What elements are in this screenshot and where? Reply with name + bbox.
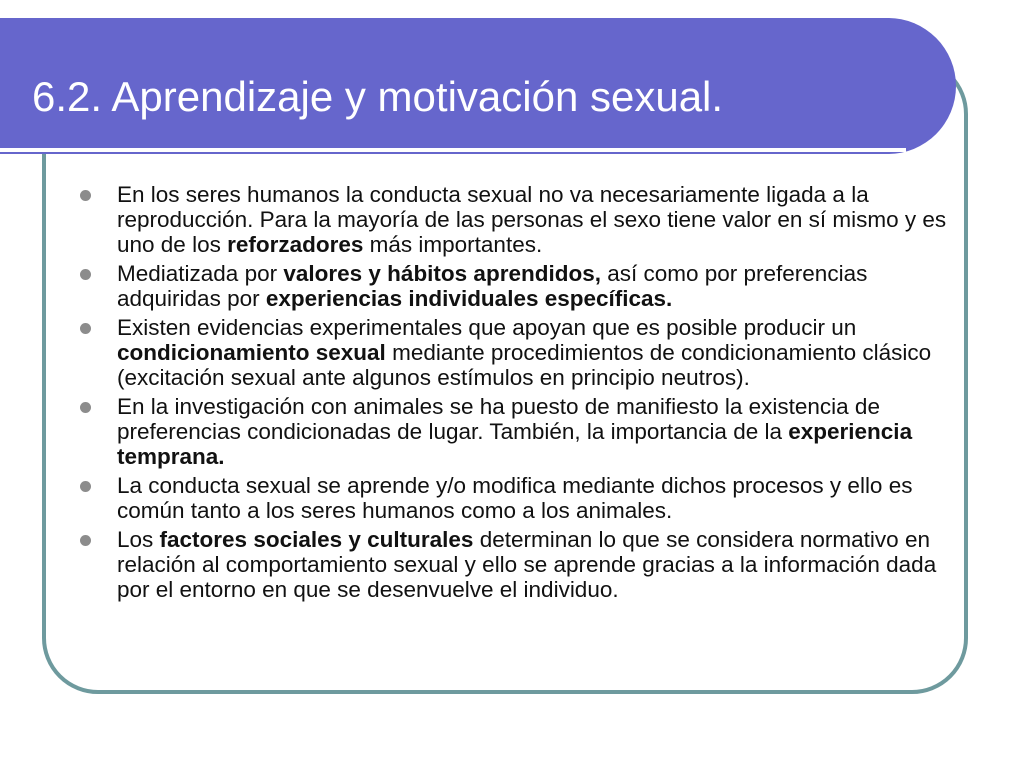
bullet-dot-icon	[80, 323, 91, 334]
title-banner	[0, 18, 956, 154]
bullet-bold-text: experiencias individuales específicas.	[265, 286, 673, 311]
bullet-dot-icon	[80, 481, 91, 492]
title-underline	[0, 148, 906, 152]
bullet-text-part: Existen evidencias experimentales que apoyan que es posible producir un	[117, 315, 857, 340]
bullet-dot-icon	[80, 190, 91, 201]
bullet-text	[117, 527, 936, 602]
bullet-text-part: En la investigación con animales se ha puesto de manifiesto la existencia de preferencias condicionadas de lugar. También, la importancia de la	[117, 394, 880, 444]
bullet-text-part: así como por preferencias adquiridas por	[117, 261, 868, 311]
bullet-text-part: más importantes.	[363, 232, 543, 257]
bullet-text	[117, 473, 912, 523]
bullet-item	[78, 182, 958, 257]
bullet-bold-text: experiencia temprana.	[117, 419, 913, 469]
slide-title: 6.2. Aprendizaje y motivación sexual.	[32, 73, 724, 120]
bullet-text-part: La conducta sexual se aprende y/o modifica mediante dichos procesos y ello es común tanto a los seres humanos como a los animales.	[117, 473, 913, 523]
bullet-bold-text: condicionamiento sexual	[117, 340, 386, 365]
bullet-dot-icon	[80, 402, 91, 413]
bullet-bold-text: valores y hábitos aprendidos,	[283, 261, 601, 286]
bullet-text	[117, 394, 912, 469]
bullet-item	[78, 315, 958, 390]
bullet-list	[78, 182, 958, 606]
bullet-bold-text: reforzadores	[227, 232, 364, 257]
bullet-text-part: Los	[117, 527, 160, 552]
bullet-text	[117, 315, 931, 390]
bullet-item	[78, 473, 958, 523]
bullet-item	[78, 394, 958, 469]
bullet-text-part: mediante procedimientos de condicionamiento clásico (excitación sexual ante algunos estímulos en principio neutros).	[117, 340, 932, 390]
bullet-text	[117, 261, 867, 311]
bullet-bold-text: factores sociales y culturales	[159, 527, 474, 552]
bullet-text-part: Mediatizada por	[117, 261, 284, 286]
bullet-text	[117, 182, 946, 257]
bullet-text-part: En los seres humanos la conducta sexual no va necesariamente ligada a la reproducción. Para la mayoría de las personas el sexo tiene valor en sí mismo y es uno de los	[117, 182, 947, 257]
bullet-dot-icon	[80, 535, 91, 546]
bullet-text-part: determinan lo que se considera normativo en relación al comportamiento sexual y ello se aprende gracias a la información dada por el entorno en que se desenvuelve el individuo.	[117, 527, 937, 602]
bullet-dot-icon	[80, 269, 91, 280]
bullet-item	[78, 261, 958, 311]
bullet-item	[78, 527, 958, 602]
